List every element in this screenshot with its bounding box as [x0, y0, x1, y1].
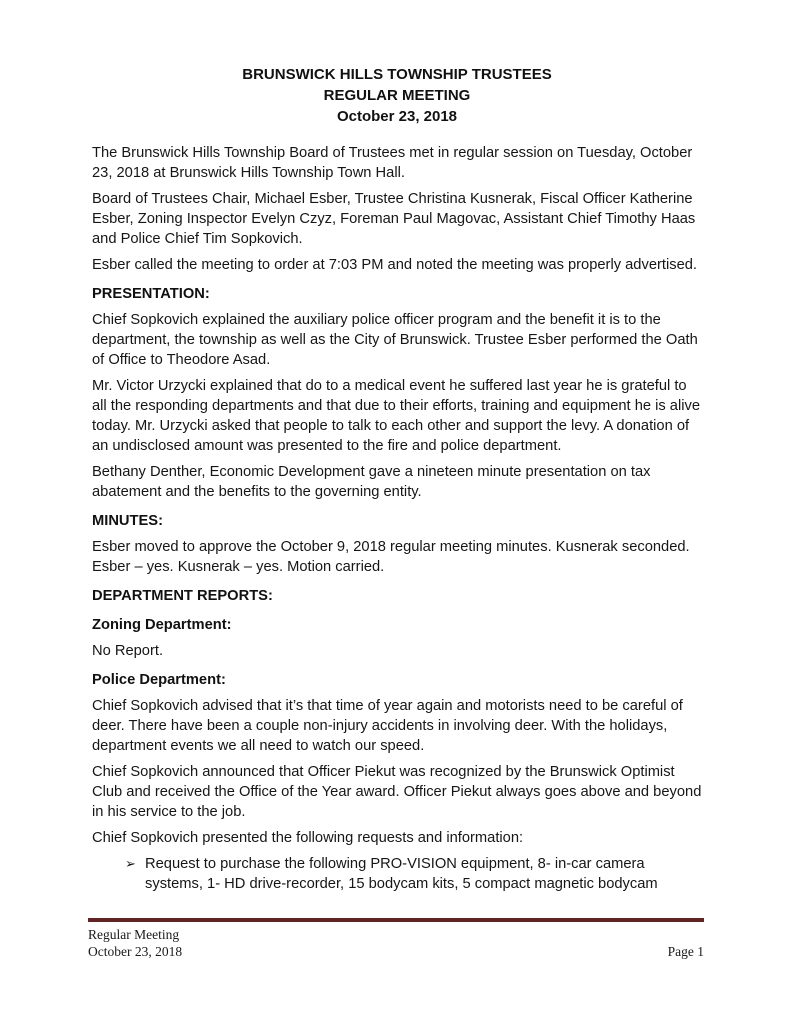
title-line-meeting-type: REGULAR MEETING	[323, 87, 471, 104]
paragraph-minutes-approval: Esber moved to approve the October 9, 2018 regular meeting minutes. Kusnerak seconded. Esber – yes. Kusnerak – yes. Motion carried.	[92, 539, 690, 575]
list-item-equipment-request	[92, 854, 702, 894]
page-footer	[88, 918, 704, 960]
paragraph-session-intro: The Brunswick Hills Township Board of Trustees met in regular session on Tuesday, October 23, 2018 at Brunswick Hills Township Town Hall.	[92, 145, 693, 181]
title-line-date: October 23, 2018	[336, 108, 458, 125]
subsection-heading-police: Police Department:	[92, 672, 226, 688]
arrowhead-bullet-icon: ➢	[125, 856, 136, 871]
footer-left	[88, 926, 182, 960]
paragraph-zoning-no-report: No Report.	[92, 643, 164, 659]
section-heading-minutes: MINUTES:	[92, 513, 163, 529]
paragraph-deer-warning: Chief Sopkovich advised that it’s that time of year again and motorists need to be careful of deer. There have been a couple non-injury accidents in involving deer. With the holidays, department events we all need to watch our speed.	[92, 698, 683, 754]
paragraph-requests-intro: Chief Sopkovich presented the following requests and information:	[92, 830, 524, 846]
paragraph-attendees: Board of Trustees Chair, Michael Esber, Trustee Christina Kusnerak, Fiscal Officer Katherine Esber, Zoning Inspector Evelyn Czyz, Foreman Paul Magovac, Assistant Chief Timothy Haas and Police Chief Tim Sopkovich.	[92, 191, 696, 247]
document-title	[92, 64, 702, 127]
document-body	[92, 64, 702, 900]
footer-date: October 23, 2018	[88, 944, 183, 959]
paragraph-call-to-order: Esber called the meeting to order at 7:03 PM and noted the meeting was properly advertised.	[92, 257, 697, 273]
subsection-heading-zoning: Zoning Department:	[92, 617, 232, 633]
paragraph-officer-piekut: Chief Sopkovich announced that Officer Piekut was recognized by the Brunswick Optimist Club and received the Office of the Year award. Officer Piekut always goes above and beyond in his service to the job.	[92, 764, 702, 820]
footer-page-number: Page 1	[667, 944, 704, 959]
paragraph-urzycki: Mr. Victor Urzycki explained that do to a medical event he suffered last year he is grateful to all the responding departments and that due to their efforts, training and equipment he is alive today. Mr. Urzycki asked that people to talk to each other and support the levy. A donation of an undisclosed amount was presented to the fire and police department.	[92, 378, 701, 454]
section-heading-presentation: PRESENTATION:	[92, 286, 210, 302]
title-line-organization: BRUNSWICK HILLS TOWNSHIP TRUSTEES	[242, 66, 552, 83]
paragraph-denther: Bethany Denther, Economic Development gave a nineteen minute presentation on tax abatement and the benefits to the governing entity.	[92, 464, 651, 500]
paragraph-auxiliary-program: Chief Sopkovich explained the auxiliary police officer program and the benefit it is to the department, the township as well as the City of Brunswick. Trustee Esber performed the Oath of Office to Theodore Asad.	[92, 312, 698, 368]
section-heading-department-reports: DEPARTMENT REPORTS:	[92, 588, 273, 604]
list-item-text: Request to purchase the following PRO-VISION equipment, 8- in-car camera systems, 1- HD drive-recorder, 15 bodycam kits, 5 compact magnetic bodycam	[145, 856, 658, 892]
footer-meeting-type: Regular Meeting	[88, 927, 180, 942]
